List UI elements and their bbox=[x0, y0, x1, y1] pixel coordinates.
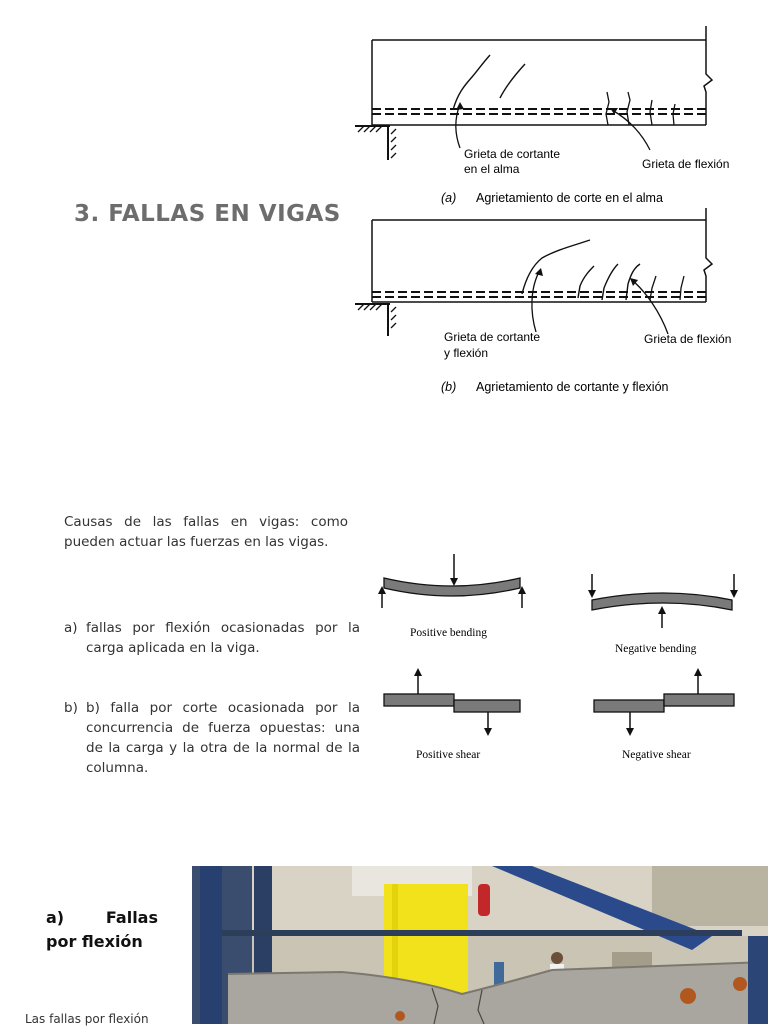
negative-bending-label: Negative bending bbox=[615, 643, 697, 655]
photo-fire-extinguisher bbox=[478, 884, 490, 916]
arrowhead-b-shear bbox=[535, 268, 543, 276]
shear-flexure-crack-b-3 bbox=[602, 264, 618, 300]
list-text-a: fallas por flexión ocasionadas por la carga aplicada en la viga. bbox=[86, 620, 360, 656]
leader-a-shear bbox=[456, 104, 460, 148]
caption-b-text: Agrietamiento de cortante y flexión bbox=[476, 380, 669, 394]
photo-right-frame bbox=[748, 936, 768, 1024]
beam-diagram-a bbox=[350, 22, 760, 212]
beam-a-break-line bbox=[704, 26, 712, 125]
positive-shear-down-head bbox=[484, 728, 492, 736]
intro-paragraph: Causas de las fallas en vigas: como pueden actuar las fuerzas en las vigas. bbox=[64, 514, 348, 550]
shear-crack-a-2 bbox=[500, 64, 525, 98]
positive-bending-label: Positive bending bbox=[410, 627, 487, 639]
flexure-crack-b-2 bbox=[680, 276, 684, 300]
positive-shear-label: Positive shear bbox=[416, 749, 481, 761]
subsection-heading-line2: por flexión bbox=[46, 932, 143, 951]
label-b-shear-line1: Grieta de cortante bbox=[444, 330, 541, 344]
negative-shear-down-head bbox=[626, 728, 634, 736]
label-a-shear-line1: Grieta de cortante bbox=[464, 147, 561, 161]
label-a-flexure: Grieta de flexión bbox=[642, 157, 730, 171]
shear-flexure-crack-b-2 bbox=[578, 266, 594, 298]
label-b-flexure: Grieta de flexión bbox=[644, 332, 732, 346]
support-a-hatch bbox=[358, 126, 396, 158]
photo-actuator-left bbox=[254, 866, 272, 986]
section-title: 3. FALLAS EN VIGAS bbox=[74, 201, 341, 227]
photo-person-head-1 bbox=[551, 952, 563, 964]
negative-bending-reaction-head bbox=[658, 606, 666, 614]
flexure-crack-a-3 bbox=[650, 100, 652, 125]
subsection-heading bbox=[46, 906, 158, 954]
subsection-heading-word1: Fallas bbox=[105, 908, 158, 927]
negative-shear-up-head bbox=[694, 668, 702, 676]
beam-test-photo-illustration bbox=[192, 866, 768, 1024]
list-marker-a: a) bbox=[64, 620, 78, 636]
caption-b-letter: (b) bbox=[441, 380, 457, 394]
caption-a-text: Agrietamiento de corte en el alma bbox=[476, 191, 663, 205]
photo-right-wall bbox=[652, 866, 768, 926]
beam-b-break-line bbox=[704, 208, 712, 302]
negative-shear-label: Negative shear bbox=[622, 749, 691, 761]
label-a-shear-line2: en el alma bbox=[464, 162, 520, 176]
leader-a-flexure bbox=[612, 110, 650, 150]
list-marker-b: b) bbox=[64, 700, 78, 716]
photo-steel-bar bbox=[222, 930, 742, 936]
beam-diagram-b bbox=[350, 208, 760, 398]
arrowhead-a-shear bbox=[456, 102, 464, 110]
photo-marker-2 bbox=[733, 977, 747, 991]
beam-test-photo bbox=[192, 866, 768, 1024]
list-text-b: b) falla por corte ocasionada por la concurrencia de fuerza opuestas: una de la carga y la otra de la normal de la columna. bbox=[86, 700, 360, 776]
photo-marker-3 bbox=[395, 1011, 405, 1021]
photo-marker-1 bbox=[680, 988, 696, 1004]
positive-shear-right-block bbox=[454, 700, 520, 712]
label-b-shear-line2: y flexión bbox=[444, 346, 489, 360]
shear-crack-a-1 bbox=[453, 55, 490, 110]
caption-a-letter: (a) bbox=[441, 191, 457, 205]
positive-shear-up-head bbox=[414, 668, 422, 676]
subsection-heading-marker: a) bbox=[46, 908, 65, 927]
negative-bending-left-load-head bbox=[588, 590, 596, 598]
positive-bending-load-head bbox=[450, 578, 458, 586]
bending-shear-diagram bbox=[372, 548, 764, 770]
positive-shear-left-block bbox=[384, 694, 454, 706]
photo-left-column bbox=[200, 866, 222, 1024]
leader-b-shear bbox=[532, 270, 540, 332]
negative-shear-right-block bbox=[664, 694, 734, 706]
negative-bending-right-load-head bbox=[730, 590, 738, 598]
list-item-b bbox=[64, 698, 360, 778]
support-b-hatch bbox=[358, 304, 396, 328]
list-item-a bbox=[64, 618, 360, 658]
leader-b-flexure bbox=[632, 280, 668, 334]
cut-off-paragraph: Las fallas por flexión bbox=[25, 1012, 149, 1026]
negative-shear-left-block bbox=[594, 700, 664, 712]
